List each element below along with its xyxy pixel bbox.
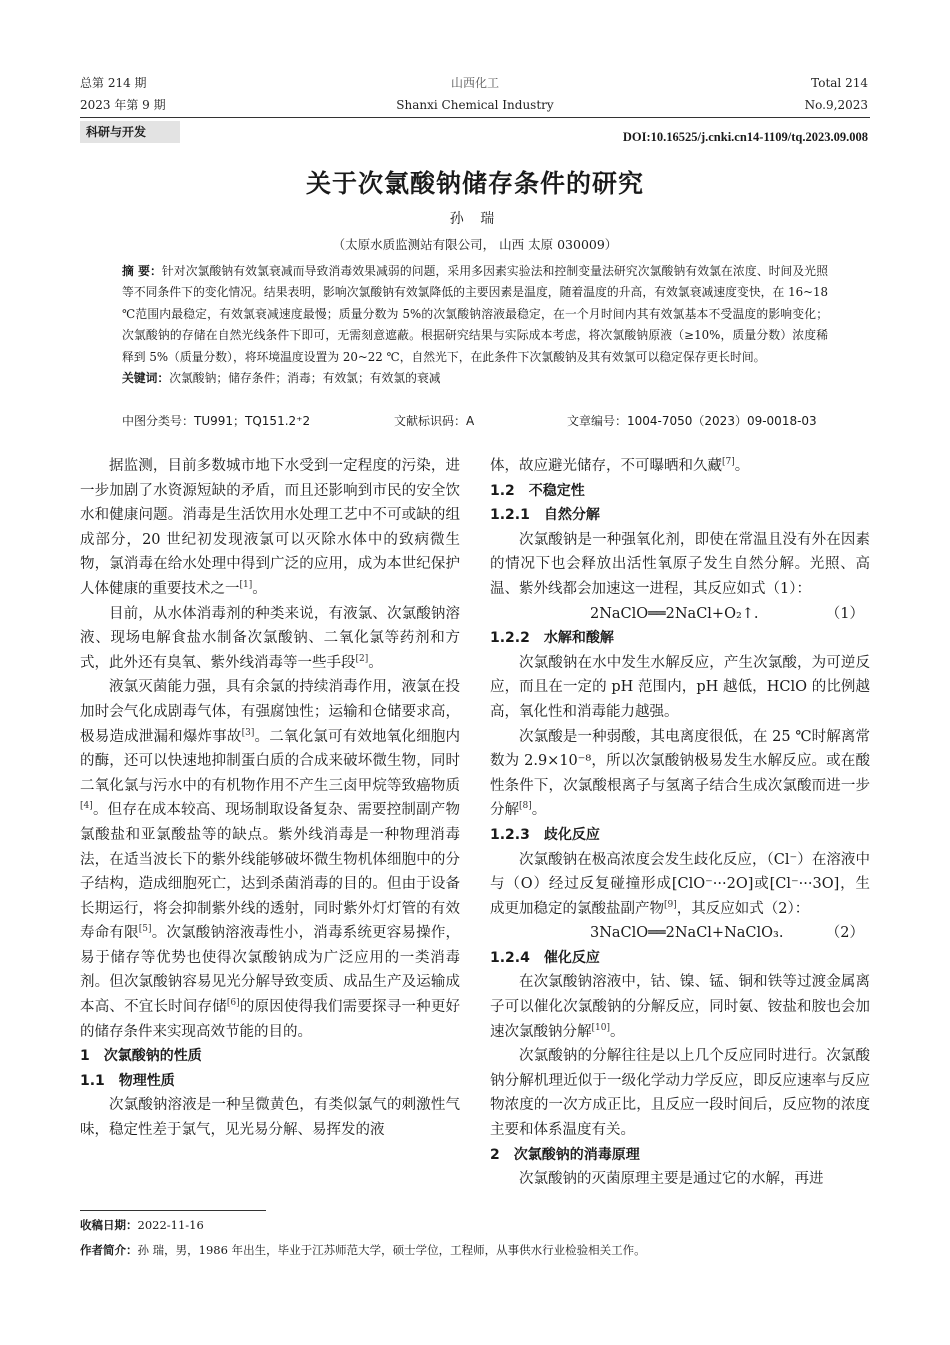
text: 。: [531, 802, 547, 819]
abstract-text: 针对次氯酸钠有效氯衰减而导致消毒效果减弱的问题，采用多因素实验法和控制变量法研究次氯酸钠有效氯在浓度、时间及光照等不同条件下的变化情况。结果表明，影响次氯酸钠有效氯降低的主要因素是温度，随着温度的升高，有效氯衰减速度变快，在 16~18 ℃范围内最稳定，有效氯衰减速度最慢；质量分数为 5%的次氯酸钠溶液最稳定，在一个月时间内其有效氯基本不受温度的影响变化；次氯酸钠的存储在自然光线条件下即可，无需刻意遮蔽。根据研究结果与实际成本考虑，将次氯酸钠原液（≥10%，质量分数）浓度稀释到 5%（质量分数），将环境温度设置为 20~22 ℃，自然光下，在此条件下次氯酸钠及其有效氯可以稳定保存更长时间。: [122, 264, 828, 364]
paper-title: 关于次氯酸钠储存条件的研究: [305, 169, 644, 198]
paragraph: 次氯酸钠的灭菌原理主要是通过它的水解，再进: [519, 1171, 824, 1188]
text: 次氯酸是一种弱酸，其电离度很低，在 25 ℃时解离常数为 2.9×10⁻⁸，所以次氯酸钠极易发生水解反应。或在酸性条件下，次氯酸根离子与氢离子结合生成次氯酸而进一步分解: [490, 728, 870, 819]
body-right-column: [490, 454, 870, 1192]
footnote-rule: [80, 1210, 266, 1211]
abstract-label: 摘 要：: [122, 264, 162, 278]
header-journal-cn: 山西化工: [450, 76, 499, 90]
paragraph: 次氯酸钠在水中发生水解反应，产生次氯酸，为可逆反应，而且在一定的 pH 范围内，pH 越低，HClO 的比例越高，氧化性和消毒能力越强。: [490, 654, 870, 720]
received-label: 收稿日期：: [80, 1218, 138, 1232]
text: 。: [368, 654, 383, 671]
paragraph: [490, 454, 870, 479]
citation[interactable]: [7]: [722, 457, 735, 468]
citation[interactable]: [8]: [519, 801, 532, 812]
author-bio: [80, 1242, 646, 1258]
keywords-text: 次氯酸钠；储存条件；消毒；有效氯；有效氯的衰减: [169, 371, 441, 386]
abstract-body: [122, 261, 828, 368]
bio-text: 孙 瑞，男，1986 年出生，毕业于江苏师范大学，硕士学位，工程师，从事供水行业检验相关工作。: [137, 1243, 646, 1257]
paragraph: [490, 725, 870, 823]
text: 的原因使得我们需要探寻一种更好的储存条件来实现高效节能的目的。: [80, 999, 461, 1040]
paragraph: [490, 970, 870, 1044]
citation[interactable]: [3]: [241, 727, 255, 738]
equation-text: 2NaClO══2NaCl+O₂↑.: [590, 605, 759, 622]
keywords-label: 关键词：: [122, 371, 170, 386]
paragraph: [80, 602, 460, 676]
paragraph: 次氯酸钠是一种强氧化剂，即使在常温且没有外在因素的情况下也会释放出活性氧原子发生自然分解。光照、高温、紫外线都会加速这一进程，其反应如式（1）：: [490, 531, 870, 597]
text: 目前，从水体消毒剂的种类来说，有液氯、次氯酸钠溶液、现场电解食盐水制备次氯酸钠、二氧化氯等药剂和方式，此外还有臭氧、紫外线消毒等一些手段: [80, 605, 460, 671]
document-code: 文献标识码：A: [394, 414, 475, 428]
text: 。二氧化氯可有效地氧化细胞内的酶，还可以快速地抑制蛋白质的合成来破坏微生物，同时二氧化氯与污水中的有机物作用不产生三卤甲烷等致癌物质: [80, 728, 461, 794]
section-heading: 1.1 物理性质: [80, 1072, 175, 1089]
paragraph: [80, 454, 460, 602]
abstract: [122, 261, 828, 389]
affiliation: （太原水质监测站有限公司， 山西 太原 030009）: [332, 237, 618, 252]
author: 孙 瑞: [449, 211, 501, 227]
text: 。次氯酸钠溶液毒性小，消毒系统更容易操作，易于储存等优势也使得次氯酸钠成为广泛应用的一类消毒剂。但次氯酸钠容易见光分解导致变质、成品生产及运输成本高、不宜长时间存储: [80, 925, 461, 1016]
header-issue-cn: 2023 年第 9 期: [80, 98, 166, 112]
body-left-column: [80, 454, 460, 1143]
equation-2: [490, 921, 870, 946]
paragraph: [490, 848, 870, 922]
text: ，其反应如式（2）：: [676, 900, 810, 917]
header-issue-en: No.9,2023: [804, 98, 868, 112]
text: 次氯酸钠在极高浓度会发生歧化反应，（Cl⁻）在溶液中与（O）经过反复碰撞形成[ClO⁻···2O]或[Cl⁻···3O]，生成更加稳定的氯酸盐副产物: [490, 851, 870, 917]
doi: DOI:10.16525/j.cnki.cn14-1109/tq.2023.09.008: [622, 130, 868, 144]
equation-number: （2）: [825, 925, 864, 942]
text: 。: [609, 1023, 625, 1040]
section-heading: 1.2.3 歧化反应: [490, 826, 600, 843]
text: 体，故应避光储存，不可曝晒和久藏: [490, 458, 722, 474]
text: 在次氯酸钠溶液中，钴、镍、锰、铜和铁等过渡金属离子可以催化次氯酸钠的分解反应，同时氨、铵盐和胺也会加速次氯酸钠分解: [490, 974, 870, 1040]
text: 。: [252, 580, 267, 597]
paragraph: [80, 675, 460, 1044]
text: 。: [734, 458, 750, 474]
header-rule: [80, 117, 870, 118]
equation-1: [490, 602, 870, 627]
article-number: 文章编号：1004-7050（2023）09-0018-03: [567, 414, 817, 428]
text: 据监测，目前多数城市地下水受到一定程度的污染，进一步加剧了水资源短缺的矛盾，而且还影响到市民的安全饮水和健康问题。消毒是生活饮用水处理工艺中不可或缺的组成部分，20 世纪初发现液氯可以灭除水体中的致病微生物，氯消毒在给水处理中得到广泛的应用，成为本世纪保护人体健康的重要技术之一: [80, 458, 460, 597]
citation[interactable]: [10]: [591, 1022, 610, 1033]
citation[interactable]: [9]: [664, 899, 677, 910]
header-journal-en: Shanxi Chemical Industry: [396, 98, 554, 112]
citation[interactable]: [1]: [239, 580, 253, 591]
received-value: 2022-11-16: [137, 1218, 204, 1232]
section-heading: 1.2.2 水解和酸解: [490, 630, 614, 647]
keywords: [122, 368, 828, 389]
paragraph: 次氯酸钠的分解往往是以上几个反应同时进行。次氯酸钠分解机理近似于一级化学动力学反应，即反应速率与反应物浓度的一次方成正比，且反应一段时间后，反应物的浓度主要和体系温度有关。: [490, 1048, 870, 1139]
received-date: [80, 1217, 204, 1233]
equation-number: （1）: [825, 605, 864, 622]
citation[interactable]: [6]: [226, 998, 240, 1009]
equation-text: 3NaClO══2NaCl+NaClO₃.: [590, 925, 784, 942]
section-heading: 1.2.4 催化反应: [490, 949, 600, 966]
clc-number: 中图分类号：TU991；TQ151.2⁺2: [122, 414, 311, 428]
section-heading: 1.2.1 自然分解: [490, 507, 600, 524]
citation[interactable]: [4]: [80, 801, 93, 812]
paragraph: 次氯酸钠溶液是一种呈微黄色，有类似氯气的刺激性气味，稳定性差于氯气，见光易分解、易挥发的液: [80, 1097, 460, 1139]
citation[interactable]: [2]: [355, 653, 369, 664]
bio-label: 作者简介：: [80, 1243, 138, 1257]
section-heading: 1 次氯酸钠的性质: [80, 1048, 202, 1065]
citation[interactable]: [5]: [138, 924, 152, 935]
section-heading: 1.2 不稳定性: [490, 482, 585, 499]
column-tag: 科研与开发: [80, 121, 180, 143]
header-total-en: Total 214: [811, 76, 868, 90]
section-heading: 2 次氯酸钠的消毒原理: [490, 1146, 640, 1163]
text: 液氯灭菌能力强，具有余氯的持续消毒作用，液氯在投加时会气化成剧毒气体，有强腐蚀性；运输和仓储要求高，极易造成泄漏和爆炸事故: [80, 679, 460, 745]
text: 。但存在成本较高、现场制取设备复杂、需要控制副产物氯酸盐和亚氯酸盐等的缺点。紫外线消毒是一种物理消毒法，在适当波长下的紫外线能够破坏微生物机体细胞中的分子结构，造成细胞死亡，达到杀菌消毒的目的。但由于设备长期运行，将会抑制紫外线的透射，同时紫外灯灯管的有效寿命有限: [80, 802, 460, 942]
header-total-cn: 总第 214 期: [80, 76, 147, 90]
